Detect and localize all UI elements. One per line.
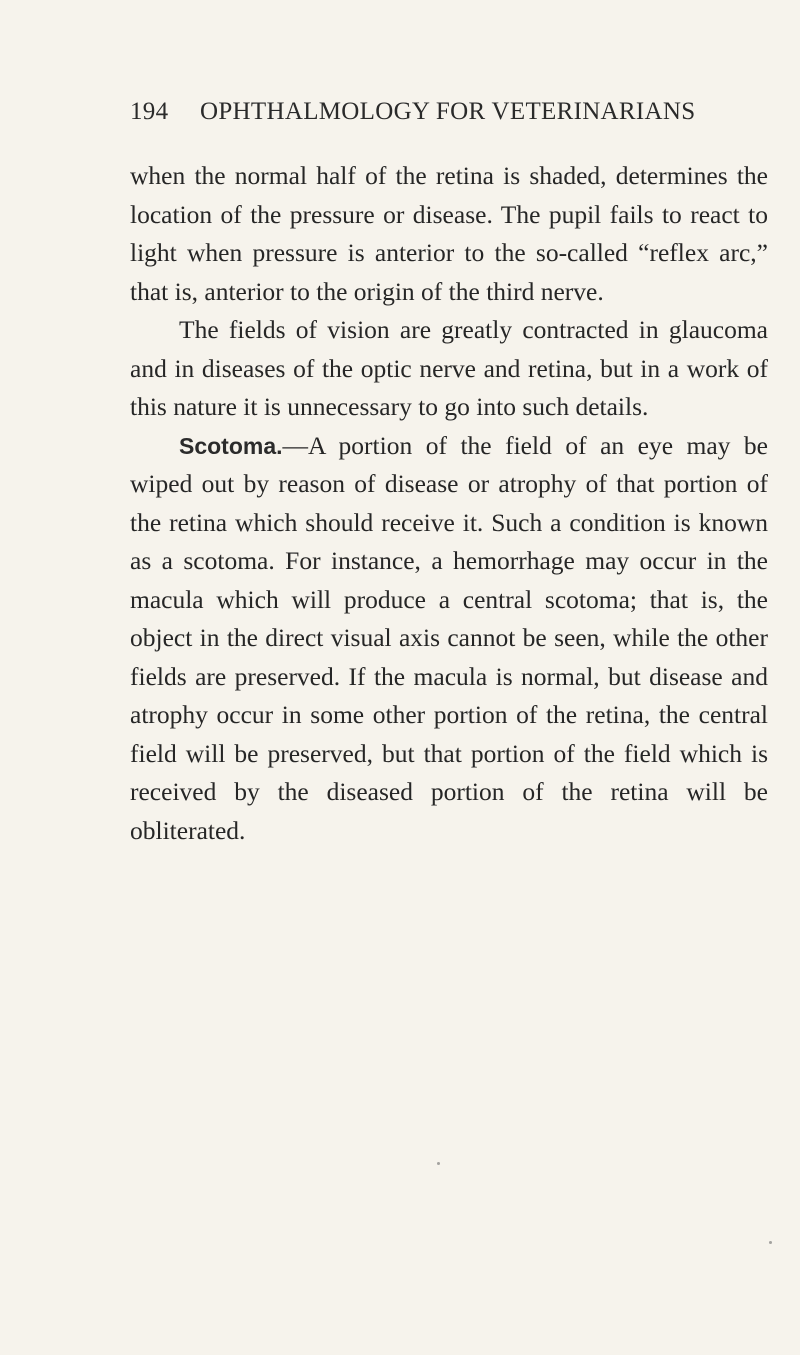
section-heading-scotoma: Scotoma. — [179, 432, 283, 459]
paragraph-scotoma-text: —A portion of the field of an eye may be wiped out by reason of disease or atrophy of that portion of the retina which should receive it. Such a condition is known as a scotoma. For instance, a hemorrhage may occur in the macula which will produce a central scotoma; that is, the object in the direct visual axis cannot be seen, while the other fields are preserved. If the macula is normal, but disease and atrophy occur in some other portion of the retina, the central field will be preserved, but that portion of the field which is received by the diseased portion of the retina will be obliterated. — [130, 430, 768, 845]
paper-speck — [437, 1162, 440, 1165]
paragraph-fields-of-vision: The fields of vision are greatly contracted in glaucoma and in diseases of the optic nerve and retina, but in a work of this nature it is unnecessary to go into such details. — [130, 315, 768, 421]
paragraph-continuation: when the normal half of the retina is shaded, determines the location of the pressure or disease. The pupil fails to react to light when pressure is anterior to the so-called “reflex arc,” that is, anterior to the origin of the third nerve. — [130, 161, 768, 306]
paper-speck — [769, 1241, 772, 1244]
running-header — [130, 98, 770, 132]
running-title: OPHTHALMOLOGY FOR VETERINARIANS — [200, 98, 696, 125]
page-number: 194 — [130, 98, 169, 125]
body-text — [130, 157, 768, 850]
paragraph-scotoma — [130, 427, 768, 851]
